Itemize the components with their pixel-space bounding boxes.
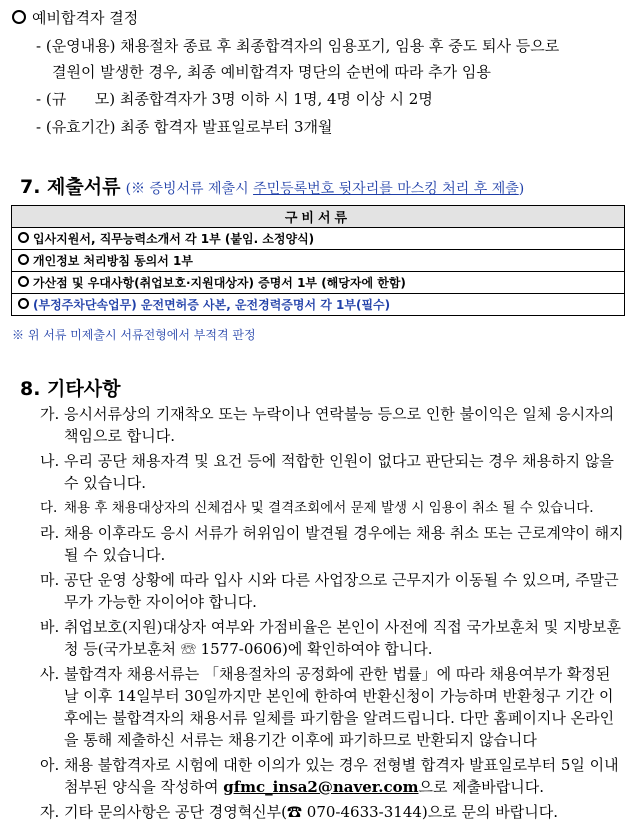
reserve-line-4: - (유효기간) 최종 합격자 발표일로부터 3개월 <box>36 118 333 136</box>
table-row: 개인정보 처리방침 동의서 1부 <box>12 250 625 272</box>
documents-table-header: 구비서류 <box>12 206 625 228</box>
list-item: 나. 우리 공단 채용자격 및 요건 등에 적합한 인원이 없다고 판단되는 경우 채용하지 않을 수 있습니다. <box>40 452 614 492</box>
documents-table-wrapper <box>11 205 625 316</box>
documents-table <box>11 205 625 316</box>
reserve-line-3: - (규 모) 최종합격자가 3명 이하 시 1명, 4명 이상 시 2명 <box>36 90 433 108</box>
reserve-title: 예비합격자 결정 <box>32 9 139 27</box>
contact-email-link[interactable]: gfmc_insa2@naver.com <box>223 778 419 796</box>
reserve-line-2: 결원이 발생한 경우, 최종 예비합격자 명단의 순번에 따라 추가 임용 <box>52 63 491 81</box>
section7-heading <box>20 172 524 199</box>
circle-bullet-icon <box>18 254 29 265</box>
circle-bullet-icon <box>18 232 29 243</box>
section8-list <box>40 403 624 823</box>
section7-note: (※ 증빙서류 제출시 주민등록번호 뒷자리를 마스킹 처리 후 제출) <box>125 181 525 197</box>
section7-note-underlined: 주민등록번호 뒷자리를 마스킹 처리 후 제출 <box>253 181 519 197</box>
section8-title: 8. 기타사항 <box>20 378 121 400</box>
circle-bullet-icon <box>12 10 26 24</box>
list-item: 가. 응시서류상의 기재착오 또는 누락이나 연락불능 등으로 인한 불이익은 일체 응시자의 책임으로 합니다. <box>40 405 615 445</box>
list-item: 사. 불합격자 채용서류는 「채용절차의 공정화에 관한 법률」에 따라 채용여부가 확정된 날 이후 14일부터 30일까지만 본인에 한하여 반환신청이 가능하며 반환청구 기간 이후에는 불합격자의 채용서류 일체를 파기함을 알려드립니다. 다만 홈페이지나 온라인을 통해 제출하신 서류는 채용기간 이후에 파기하므로 반환되지 않습니다 <box>40 665 615 749</box>
reserve-heading <box>12 6 138 30</box>
section7-title: 7. 제출서류 <box>20 176 121 198</box>
circle-bullet-icon <box>18 298 29 309</box>
list-item: 자. 기타 문의사항은 공단 경영혁신부(☎ 070-4633-3144)으로 문의 바랍니다. <box>40 803 558 821</box>
reserve-line-1: - (운영내용) 채용절차 종료 후 최종합격자의 임용포기, 임용 후 중도 퇴사 등으로 <box>36 37 560 55</box>
list-item: 아. 채용 불합격자로 시험에 대한 이의가 있는 경우 전형별 합격자 발표일로부터 5일 이내 첨부된 양식을 작성하여 gfmc_insa2@naver.com으로 제출바랍니다. <box>40 756 619 796</box>
list-item: 마. 공단 운영 상황에 따라 입사 시와 다른 사업장으로 근무지가 이동될 수 있으며, 주말근무가 가능한 자이어야 합니다. <box>40 571 619 611</box>
table-row: 가산점 및 우대사항(취업보호·지원대상자) 증명서 1부 (해당자에 한함) <box>12 272 625 294</box>
list-item: 바. 취업보호(지원)대상자 여부와 가점비율은 본인이 사전에 직접 국가보훈처 및 지방보훈청 등(국가보훈처 ☏ 1577-0606)에 확인하여야 합니다. <box>40 618 622 658</box>
table-row: (부정주차단속업무) 운전면허증 사본, 운전경력증명서 각 1부(필수) <box>12 294 625 316</box>
list-item: 라. 채용 이후라도 응시 서류가 허위임이 발견될 경우에는 채용 취소 또는 근로계약이 해지 될 수 있습니다. <box>40 524 624 564</box>
list-item: 다. 채용 후 채용대상자의 신체검사 및 결격조회에서 문제 발생 시 임용이 취소 될 수 있습니다. <box>40 500 594 516</box>
circle-bullet-icon <box>18 276 29 287</box>
documents-footnote: ※ 위 서류 미제출시 서류전형에서 부적격 판정 <box>12 328 256 342</box>
table-row: 입사지원서, 직무능력소개서 각 1부 (붙임. 소정양식) <box>12 228 625 250</box>
